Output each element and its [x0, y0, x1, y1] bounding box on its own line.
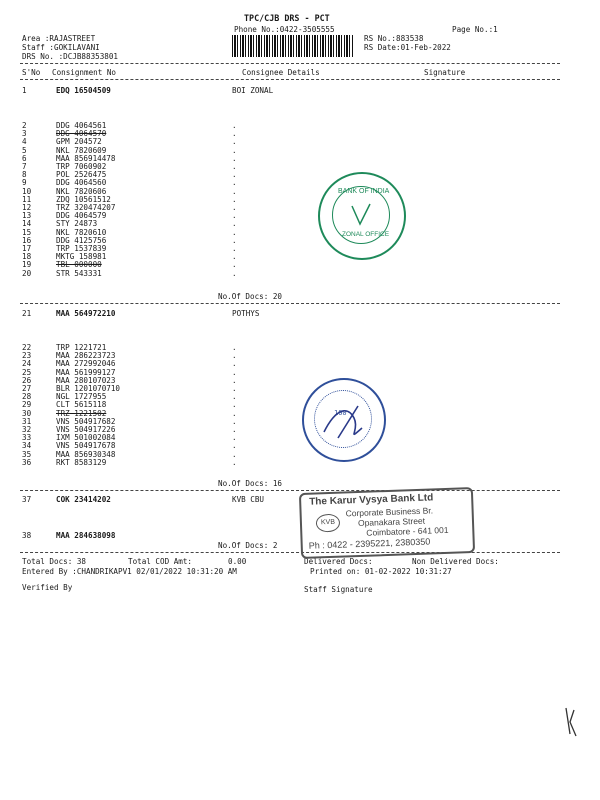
row-dot: . — [232, 359, 237, 369]
row-dot: . — [232, 162, 237, 171]
row-consignment: POL 2526475 — [56, 170, 107, 180]
row-consignment: ZDQ 10561512 — [56, 194, 111, 204]
row-sno: 1 — [22, 86, 27, 95]
row-consignment: GPM 204572 — [56, 137, 102, 147]
row-dot: . — [232, 441, 237, 451]
row-sno: 13 — [22, 211, 32, 221]
row-sno: 29 — [22, 400, 32, 410]
row-dot: . — [232, 416, 237, 426]
row-sno: 24 — [22, 359, 32, 369]
col-consignment: Consignment No — [52, 68, 117, 77]
page-number: Page No.:1 — [452, 25, 498, 34]
row-dot: . — [232, 408, 237, 418]
row-consignee: KVB CBU — [232, 495, 265, 504]
non-delivered-docs: Non Delivered Docs: — [412, 557, 499, 566]
row-dot: . — [232, 203, 237, 212]
rs-date: RS Date:01-Feb-2022 — [364, 43, 451, 52]
stamp-text: Opanakara Street — [357, 515, 426, 529]
margin-mark-icon — [560, 706, 582, 738]
row-dot: . — [232, 343, 237, 352]
divider — [20, 63, 560, 64]
row-dot: . — [232, 449, 237, 459]
bank-of-india-stamp — [318, 172, 406, 260]
row-dot: . — [232, 260, 237, 270]
row-dot: . — [232, 235, 237, 245]
row-consignment: TRZ 1221502 — [56, 408, 107, 418]
row-sno: 33 — [22, 433, 32, 443]
row-consignment: DDG 4064579 — [56, 211, 107, 221]
row-dot: . — [232, 268, 237, 278]
row-consignment: MAA 564972210 — [56, 309, 116, 318]
row-consignment: EDQ 16504509 — [56, 86, 111, 95]
row-consignment: BLR 1201070710 — [56, 384, 121, 393]
row-sno: 10 — [22, 186, 32, 196]
stamp-number: 100 — [334, 409, 347, 417]
row-dot: . — [232, 425, 237, 434]
row-dot: . — [232, 252, 237, 262]
stamp-text: Coimbatore - 641 001 — [366, 524, 449, 538]
row-consignment: NKL 7820610 — [56, 227, 107, 237]
phone-number: Phone No.:0422-3505555 — [234, 25, 335, 34]
row-dot: . — [232, 457, 237, 467]
row-consignment: VNS 504917682 — [56, 416, 116, 426]
row-dot: . — [232, 351, 237, 361]
row-sno: 37 — [22, 495, 32, 504]
total-docs: Total Docs: 38 — [22, 557, 87, 566]
row-dot: . — [232, 384, 237, 393]
barcode — [232, 35, 354, 57]
row-dot: . — [232, 194, 237, 204]
divider — [20, 490, 560, 491]
row-dot: . — [232, 178, 237, 188]
row-dot: . — [232, 367, 237, 377]
stamp-text: Ph : 0422 - 2395221, 2380350 — [308, 536, 431, 551]
row-sno: 4 — [22, 137, 27, 147]
row-consignment: MKTG 158981 — [56, 252, 107, 262]
row-consignment: NGL 1727955 — [56, 392, 107, 402]
row-consignment: NKL 7820606 — [56, 186, 107, 196]
row-consignment: CLT 5615118 — [56, 400, 107, 410]
row-sno: 16 — [22, 235, 32, 245]
row-sno: 3 — [22, 129, 27, 139]
row-sno: 23 — [22, 351, 32, 361]
row-consignment: MAA 561999127 — [56, 367, 116, 377]
row-sno: 32 — [22, 425, 32, 434]
row-sno: 34 — [22, 441, 32, 451]
row-consignment: MAA 286223723 — [56, 351, 116, 361]
divider — [20, 303, 560, 304]
row-sno: 9 — [22, 178, 27, 188]
row-dot: . — [232, 145, 237, 155]
row-sno: 20 — [22, 268, 32, 278]
stamp-text: Corporate Business Br. — [345, 505, 434, 519]
row-dot: . — [232, 219, 237, 229]
row-dot: . — [232, 153, 237, 163]
row-sno: 36 — [22, 457, 32, 467]
row-sno: 35 — [22, 449, 32, 459]
stamp-text: ZONAL OFFICE — [342, 231, 390, 238]
row-dot: . — [232, 244, 237, 253]
stamp-text: BANK OF INDIA — [338, 188, 390, 195]
col-sno: S'No — [22, 68, 41, 77]
signature-icon — [318, 398, 372, 446]
limited-stamp — [302, 378, 386, 462]
row-consignment: STY 24873 — [56, 219, 98, 229]
row-dot: . — [232, 227, 237, 237]
row-dot: . — [232, 375, 237, 385]
row-sno: 18 — [22, 252, 32, 262]
delivered-docs: Delivered Docs: — [304, 557, 373, 566]
staff-label: Staff :GOKILAVANI — [22, 43, 100, 52]
row-consignment: TRP 1537839 — [56, 244, 107, 253]
row-consignment: TRP 7060902 — [56, 162, 107, 171]
row-dot: . — [232, 392, 237, 402]
row-sno: 8 — [22, 170, 27, 180]
drs-number: DRS No. :DCJB88353801 — [22, 52, 119, 61]
row-dot: . — [232, 137, 237, 147]
row-dot: . — [232, 211, 237, 221]
row-sno: 21 — [22, 309, 32, 318]
verified-by: Verified By — [22, 583, 73, 592]
signature-icon — [348, 200, 376, 228]
row-sno: 30 — [22, 408, 32, 418]
divider — [20, 552, 560, 553]
printed-on: Printed on: 01-02-2022 10:31:27 — [310, 567, 452, 576]
row-sno: 28 — [22, 392, 32, 402]
row-dot: . — [232, 433, 237, 443]
row-sno: 5 — [22, 145, 27, 155]
row-consignment: IXM 501002084 — [56, 433, 116, 443]
row-sno: 27 — [22, 384, 32, 393]
staff-signature: Staff Signature — [304, 585, 373, 594]
row-consignee: POTHYS — [232, 309, 260, 318]
row-sno: 17 — [22, 244, 32, 253]
total-cod-label: Total COD Amt: — [128, 557, 193, 566]
row-dot: . — [232, 170, 237, 180]
rs-number: RS No.:883538 — [364, 34, 424, 43]
row-sno: 25 — [22, 367, 32, 377]
row-consignment: MAA 280107023 — [56, 375, 116, 385]
row-consignment: MAA 284638098 — [56, 531, 116, 540]
row-consignment: DDG 4125756 — [56, 235, 107, 245]
row-consignment: TRZ 320474207 — [56, 203, 116, 212]
row-sno: 19 — [22, 260, 32, 270]
row-sno: 38 — [22, 531, 32, 540]
row-sno: 11 — [22, 194, 32, 204]
row-sno: 2 — [22, 121, 27, 130]
row-consignment: DDG 4064561 — [56, 121, 107, 130]
row-consignee: BOI ZONAL — [232, 86, 274, 95]
stamp-text: The Karur Vysya Bank Ltd — [309, 492, 434, 508]
area-label: Area :RAJASTREET — [22, 34, 96, 43]
row-consignment: DDG 4064570 — [56, 129, 107, 139]
group-doc-count: No.Of Docs: 16 — [218, 479, 283, 488]
row-consignment: VNS 504917226 — [56, 425, 116, 434]
row-sno: 14 — [22, 219, 32, 229]
row-consignment: DDG 4064560 — [56, 178, 107, 188]
kvb-bank-stamp — [299, 487, 475, 559]
group-doc-count: No.Of Docs: 20 — [218, 292, 283, 301]
row-dot: . — [232, 186, 237, 196]
row-consignment: STR 543331 — [56, 268, 102, 278]
row-sno: 15 — [22, 227, 32, 237]
row-consignment: MAA 856914478 — [56, 153, 116, 163]
divider — [20, 79, 560, 80]
row-consignment: MAA 272992046 — [56, 359, 116, 369]
row-dot: . — [232, 129, 237, 139]
row-sno: 7 — [22, 162, 27, 171]
row-consignment: RKT 8583129 — [56, 457, 107, 467]
col-consignee: Consignee Details — [242, 68, 320, 77]
row-sno: 6 — [22, 153, 27, 163]
row-consignment: TBL 000000 — [56, 260, 102, 270]
report-title: TPC/CJB DRS - PCT — [244, 13, 330, 23]
total-cod-amount: 0.00 — [228, 557, 247, 566]
row-consignment: COK 23414202 — [56, 495, 111, 504]
row-sno: 31 — [22, 416, 32, 426]
row-sno: 12 — [22, 203, 32, 212]
row-consignment: NKL 7820609 — [56, 145, 107, 155]
row-consignment: TRP 1221721 — [56, 343, 107, 352]
group-doc-count: No.Of Docs: 2 — [218, 541, 278, 550]
row-dot: . — [232, 400, 237, 410]
row-consignment: VNS 504917678 — [56, 441, 116, 451]
entered-by: Entered By :CHANDRIKAPV1 02/01/2022 10:31:20 AM — [22, 567, 237, 576]
row-dot: . — [232, 121, 237, 130]
row-sno: 26 — [22, 375, 32, 385]
row-sno: 22 — [22, 343, 32, 352]
col-signature: Signature — [424, 68, 466, 77]
row-consignment: MAA 856930348 — [56, 449, 116, 459]
kvb-logo: KVB — [316, 514, 341, 533]
